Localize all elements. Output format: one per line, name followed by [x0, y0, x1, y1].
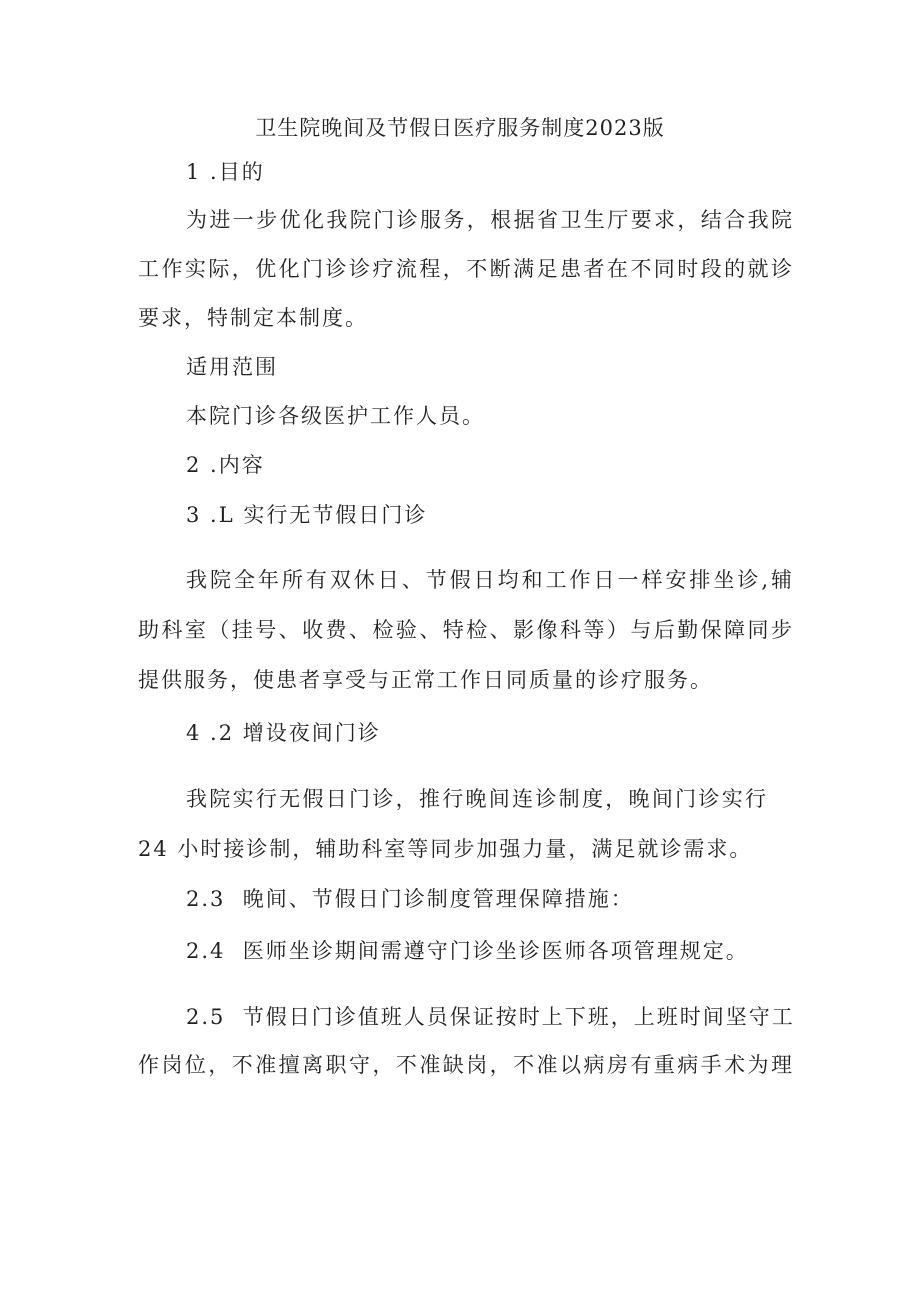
- item-2-4: [186, 936, 749, 966]
- no-holiday-paragraph-line-1: 我院全年所有双休日、节假日均和工作日一样安排坐诊,辅: [186, 568, 792, 592]
- item-2-5-text-line-2: 作岗位，不准擅离职守，不准缺岗，不准以病房有重病手术为理: [138, 1053, 792, 1077]
- night-clinic-paragraph-line-1: 我院实行无假日门诊，推行晚间连诊制度，晚间门诊实行: [186, 787, 766, 811]
- item-2-3-number: 2.3: [186, 887, 226, 911]
- document-title: 卫生院晚间及节假日医疗服务制度2023版: [255, 116, 665, 140]
- item-2-3: [186, 884, 634, 914]
- item-2-3-text: 晚间、节假日门诊制度管理保障措施：: [242, 887, 634, 911]
- section-heading-no-holiday-clinic: 3 .L 实行无节假日门诊: [186, 503, 428, 527]
- no-holiday-paragraph-line-2: 助科室（挂号、收费、检验、特检、影像科等）与后勤保障同步: [138, 618, 792, 642]
- item-2-5-text-line-1: 节假日门诊值班人员保证按时上下班，上班时间坚守工: [242, 1005, 795, 1029]
- item-2-5-number: 2.5: [186, 1005, 226, 1029]
- scope-text: 本院门诊各级医护工作人员。: [186, 404, 485, 428]
- no-holiday-paragraph-line-3: 提供服务，使患者享受与正常工作日同质量的诊疗服务。: [138, 668, 713, 692]
- item-2-4-text: 医师坐诊期间需遵守门诊坐诊医师各项管理规定。: [242, 939, 749, 963]
- item-2-4-number: 2.4: [186, 939, 226, 963]
- purpose-paragraph-line-1: 为进一步优化我院门诊服务，根据省卫生厅要求，结合我院: [186, 208, 792, 232]
- section-heading-purpose: 1 .目的: [186, 160, 265, 184]
- section-heading-night-clinic: 4 .2 增设夜间门诊: [186, 721, 381, 745]
- section-heading-scope: 适用范围: [186, 355, 278, 379]
- section-heading-content: 2 .内容: [186, 453, 265, 477]
- item-2-5: [186, 1002, 795, 1032]
- purpose-paragraph-line-2: 工作实际，优化门诊诊疗流程，不断满足患者在不同时段的就诊: [138, 257, 792, 281]
- purpose-paragraph-line-3: 要求，特制定本制度。: [138, 306, 368, 330]
- night-clinic-paragraph-line-2: 24 小时接诊制，辅助科室等同步加强力量，满足就诊需求。: [138, 837, 753, 861]
